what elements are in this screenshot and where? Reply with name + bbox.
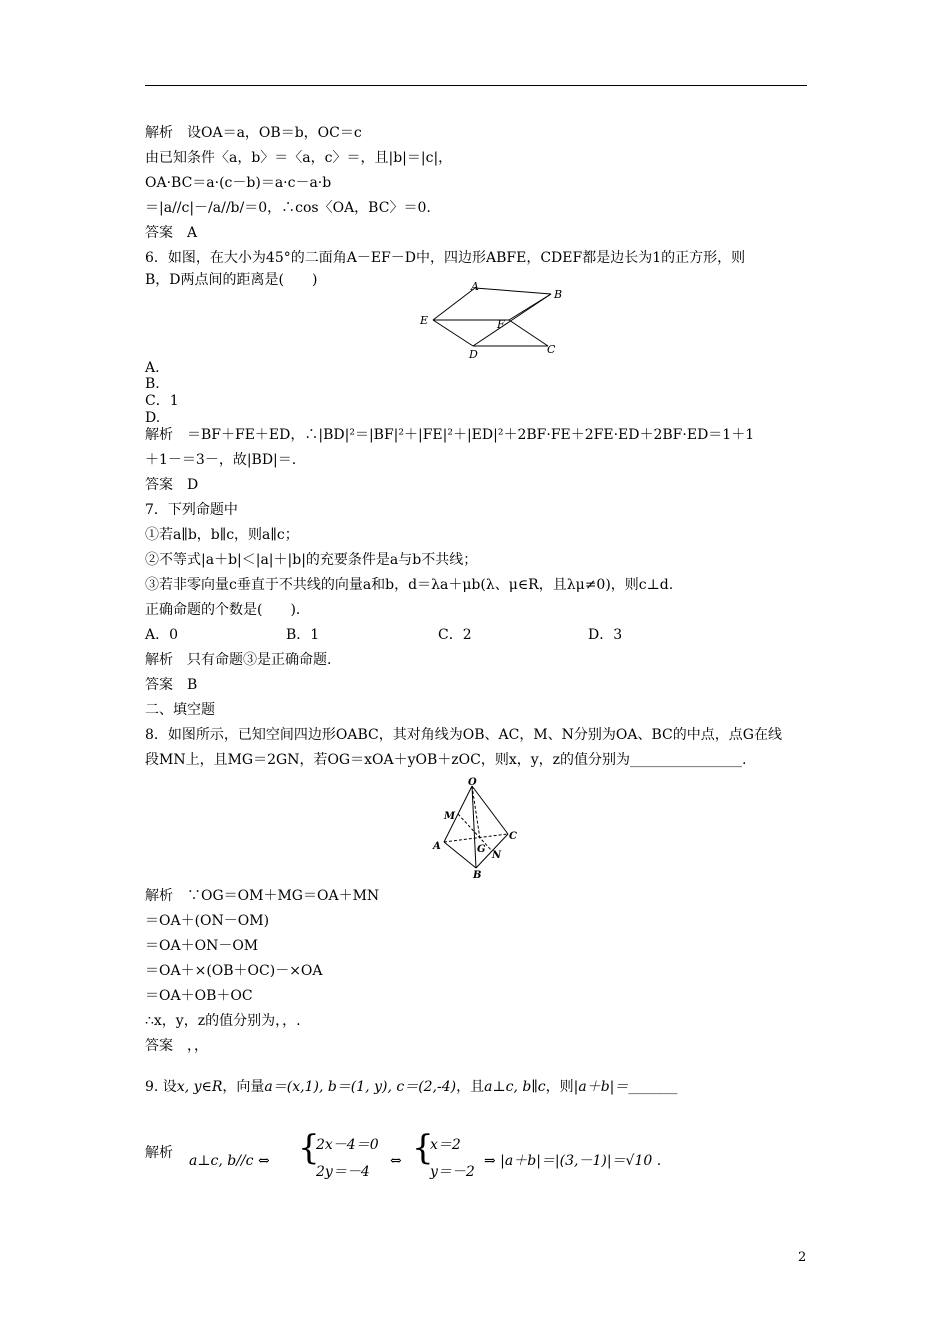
q8-solution-line-1: 解析 ∵OG＝OM＋MG＝OA＋MN bbox=[145, 888, 380, 904]
label-e: E bbox=[420, 314, 429, 327]
q6-stem-line-1: 6．如图，在大小为45°的二面角A－EF－D中，四边形ABFE，CDEF都是边长为1的正方形，则 bbox=[145, 250, 746, 266]
edge-ac bbox=[444, 834, 508, 842]
tetrahedron-figure bbox=[430, 776, 525, 880]
q8-answer: 答案 ，， bbox=[145, 1038, 208, 1054]
q9-solution-condition: a⊥c, b//c ⇔ bbox=[189, 1153, 270, 1169]
q6-answer: 答案 D bbox=[145, 477, 199, 493]
label-c: C bbox=[547, 343, 556, 356]
q6-stem-line-2: B，D两点间的距离是( ) bbox=[145, 272, 318, 288]
q7-question: 正确命题的个数是( )． bbox=[145, 602, 310, 618]
label-g: G bbox=[477, 844, 486, 855]
q8-stem-line-1: 8．如图所示，已知空间四边形OABC，其对角线为OB、AC，M、N分别为OA、BC的中点，点G在线 bbox=[145, 727, 782, 743]
label-c: C bbox=[509, 831, 517, 842]
q9-conclusion: ⇒ |a＋b|＝|(3,－1)|＝√10 . bbox=[484, 1153, 662, 1169]
header-rule bbox=[145, 85, 807, 86]
dihedral-angle-figure bbox=[415, 280, 565, 360]
q7-option-b: B．1 bbox=[286, 627, 320, 643]
section-title-fill-in: 二、填空题 bbox=[145, 702, 215, 718]
q9-vars: x, y∈R bbox=[176, 1079, 223, 1095]
q9-system1-row1: 2x－4＝0 bbox=[316, 1137, 379, 1153]
q7-item-3: ③若非零向量c垂直于不共线的向量a和b，d＝λa＋μb(λ、μ∈R，且λμ≠0)，则c⊥d. bbox=[145, 577, 674, 593]
edge-ab bbox=[475, 288, 551, 294]
label-f: F bbox=[497, 318, 505, 331]
label-b: B bbox=[554, 288, 563, 301]
q9-cond-prefix: ，且 bbox=[456, 1079, 485, 1095]
q6-option-d: D. bbox=[145, 410, 161, 426]
edge-ae bbox=[433, 288, 475, 320]
q9-ask-prefix: ，则 bbox=[545, 1079, 574, 1095]
q7-option-a: A．0 bbox=[145, 627, 179, 643]
q7-item-1: ①若a∥b，b∥c，则a∥c； bbox=[145, 527, 299, 543]
q9-prefix: 9. 设 bbox=[145, 1079, 177, 1095]
q8-stem-line-2: 段MN上，且MG＝2GN，若OG＝xOA＋yOB＋zOC，则x，y，z的值分别为________________. bbox=[145, 752, 747, 768]
q5-solution-line-4: ＝|a//c|－/a//b/＝0，∴cos〈OA，BC〉＝0. bbox=[145, 200, 431, 216]
edge-ed bbox=[433, 320, 473, 346]
edge-ab bbox=[444, 842, 476, 868]
q9-vectors: a＝(x,1), b＝(1, y), c＝(2,-4) bbox=[264, 1079, 457, 1095]
q9-system2-row1: x＝2 bbox=[430, 1137, 461, 1153]
q8-solution-line-6: ∴x，y，z的值分别为，，. bbox=[145, 1013, 301, 1029]
q8-solution-line-4: ＝OA＋×(OB＋OC)－×OA bbox=[145, 963, 323, 979]
brace-left-2: { bbox=[412, 1128, 434, 1168]
q9-condition: a⊥c, b∥c bbox=[484, 1079, 546, 1095]
q9-solution-label: 解析 bbox=[145, 1145, 173, 1161]
label-d: D bbox=[469, 348, 478, 360]
label-o: O bbox=[468, 777, 477, 788]
q7-option-c: C．2 bbox=[438, 627, 472, 643]
q9-ask: |a＋b|＝_______ bbox=[573, 1079, 678, 1095]
q7-stem: 7．下列命题中 bbox=[145, 502, 238, 518]
q6-option-a: A. bbox=[145, 360, 160, 376]
q5-solution-line-3: OA·BC＝a·(c－b)＝a·c－a·b bbox=[145, 175, 332, 191]
q9-arrow-2: ⇔ bbox=[390, 1153, 402, 1169]
q6-solution-line-1: 解析 ＝BF＋FE＋ED，∴|BD|²＝|BF|²＋|FE|²＋|ED|²＋2BF·FE＋2FE·ED＋2BF·ED＝1＋1 bbox=[145, 427, 755, 443]
q8-solution-line-2: ＝OA＋(ON－OM) bbox=[145, 913, 270, 929]
label-n: N bbox=[492, 850, 502, 861]
label-a: A bbox=[471, 280, 479, 293]
brace-left-1: { bbox=[298, 1128, 320, 1168]
edge-fc bbox=[509, 320, 548, 346]
q5-solution-line-1: 解析 设OA＝a，OB＝b，OC＝c bbox=[145, 125, 362, 141]
label-b: B bbox=[473, 870, 482, 880]
q6-solution-line-2: ＋1－＝3－，故|BD|＝. bbox=[145, 452, 297, 468]
q6-option-b: B. bbox=[145, 376, 160, 392]
q9-stem bbox=[145, 1078, 677, 1096]
q5-answer: 答案 A bbox=[145, 225, 198, 241]
q7-item-2: ②不等式|a＋b|＜|a|＋|b|的充要条件是a与b不共线； bbox=[145, 552, 478, 568]
q5-solution-line-2: 由已知条件〈a，b〉＝〈a，c〉＝，且|b|＝|c|， bbox=[145, 150, 453, 166]
label-a: A bbox=[433, 841, 441, 852]
q9-system2-row2: y＝－2 bbox=[430, 1164, 475, 1180]
q7-option-d: D．3 bbox=[588, 627, 623, 643]
q8-solution-line-5: ＝OA＋OB＋OC bbox=[145, 988, 253, 1004]
q7-answer: 答案 B bbox=[145, 677, 198, 693]
q8-solution-line-3: ＝OA＋ON－OM bbox=[145, 938, 259, 954]
page-number: 2 bbox=[798, 1250, 807, 1265]
q7-solution: 解析 只有命题③是正确命题. bbox=[145, 652, 332, 668]
q9-mid: ，向量 bbox=[222, 1079, 265, 1095]
q9-system1-row2: 2y＝－4 bbox=[316, 1164, 370, 1180]
label-m: M bbox=[444, 811, 456, 822]
edge-oc bbox=[472, 786, 508, 834]
q6-option-c: C．1 bbox=[145, 393, 179, 409]
